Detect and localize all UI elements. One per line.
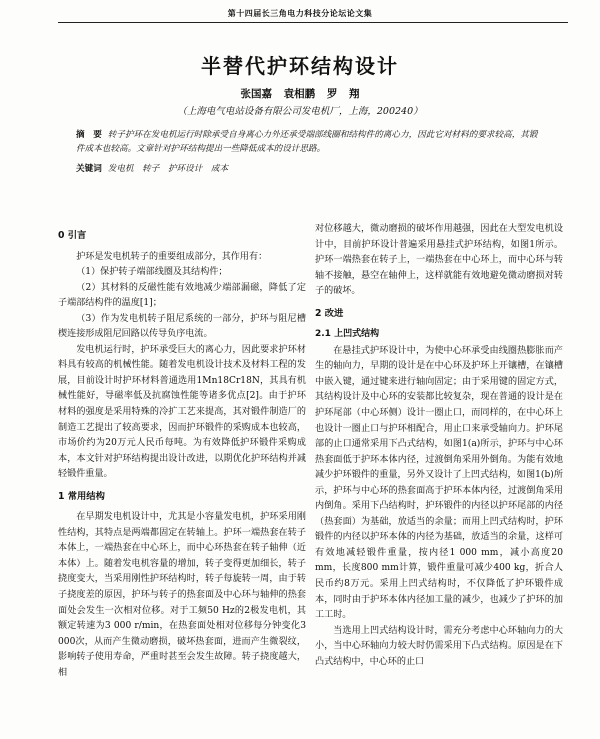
abstract-label: 摘 要 bbox=[76, 130, 102, 140]
section-heading: 0 引言 bbox=[58, 230, 87, 241]
keywords-label: 关键词 bbox=[76, 164, 102, 174]
abstract-text: 转子护环在发电机运行时除承受自身离心力外还承受端部线圈和结构件的离心力，因此它对材料的要求较高，其锻件成本也较高。文章针对护环结构提出一些降低成本的设计思路。 bbox=[76, 130, 538, 154]
section-heading: 1 常用结构 bbox=[58, 490, 105, 502]
paragraph: 发电机运行时，护环承受巨大的离心力，因此要求护环材料具有较高的机械性能。随着发电机设计技术及材料工程的发展，目前设计时护环材料普通选用1Mn18Cr18N，其具有机械性能好，导磁率低及抗腐蚀性能等诸多优点[2]。由于护环材料的强度是采用特殊的冷扩工艺来提高，其对锻件制造厂的制造工艺提出了较高要求，因而护环锻件的采购成本也较高，市场价约为20万元人民币每吨。为有效降低护环锻件采购成本，本文针对护环结构提出设计改进，以期优化护环结构并减轻锻件重量。 bbox=[58, 344, 306, 480]
list-item: （1）保护转子端部线圈及其结构件； bbox=[76, 267, 228, 278]
left-column bbox=[58, 222, 306, 681]
section-heading: 2 改进 bbox=[315, 307, 344, 319]
author-name: 张国嘉 bbox=[240, 88, 273, 100]
running-head: 第十四届长三角电力科技分论坛论文集 bbox=[227, 8, 373, 18]
keywords bbox=[76, 162, 546, 176]
right-column bbox=[315, 222, 563, 670]
list-item: （3）作为发电机转子阻尼系统的一部分，护环与阻尼槽楔连接形成阻尼回路以传导负序电流。 bbox=[58, 313, 306, 340]
subsection-heading: 2.1 上凹式结构 bbox=[315, 329, 380, 340]
paragraph: 护环是发电机转子的重要组成部分，其作用有： bbox=[76, 251, 268, 262]
header-rule bbox=[58, 22, 568, 23]
paragraph: 当选用上凹式结构设计时，需充分考虑中心环轴向力的大小，当中心环轴向力较大时仍需采用下凸式结构。原因是在下凸式结构中，中心环的止口 bbox=[315, 625, 563, 667]
keywords-text: 发电机 转子 护环设计 成本 bbox=[107, 164, 229, 174]
paragraph: 在悬挂式护环设计中，为使中心环承受由线圈热膨胀而产生的轴向力，早期的设计是在中心环及护环上开镶槽，在镶槽中嵌入键，通过键来进行轴向固定；由于采用键的固定方式，其结构设计及中心环的安装都比较复杂，现在普通的设计是在护环尾部（中心环侧）设计一圈止口，而同样的，在中心环上也设计一圈止口与护环相配合，用止口来承受轴向力。护环尾部的止口通常采用下凸式结构，如图1(a)所示，护环与中心环热套面低于护环本体内径，过渡倒角采用外倒角。为能有效地减少护环锻件的重量，另外又设计了上凹式结构，如图1(b)所示，护环与中心环的热套面高于护环本体内径，过渡倒角采用内倒角。采用下凸结构时，护环锻件的内径以护环尾部的内径（热套面）为基础，放适当的余量；而用上凹式结构时，护环锻件的内径以护环本体的内径为基础，放适当的余量，这样可有效地减轻锻件重量，按内径1 000 mm，减小高度20 mm，长度800 mm计算，锻件重量可减少400 kg，折合人民币约8万元。采用上凹式结构时，不仅降低了护环锻件成本，同时由于护环本体内径加工量的减少，也减少了护环的加工工时。 bbox=[315, 345, 563, 621]
list-item: （2）其材料的反磁性能有效地减少端部漏磁，降低了定子端部结构件的温度[1]； bbox=[58, 282, 306, 309]
abstract bbox=[76, 128, 546, 156]
paragraph: 在早期发电机设计中，尤其是小容量发电机，护环采用刚性结构，其特点是两端都固定在转轴上。护环一端热套在转子本体上，一端热套在中心环上，而中心环热套在转子轴伸（近本体）上。随着发电机容量的增加，转子变得更加细长，转子挠度变大，当采用刚性护环结构时，转子每旋转一周，由于转子挠度差的原因，护环与转子的热套面及中心环与轴伸的热套面处会发生一次相对位移。对于工频50 Hz的2极发电机，其额定转速为3 000 r/min，在热套面处相对位移每分钟变化3 000次，从而产生微动磨损，破坏热套面，进而产生微裂纹，影响转子使用寿命，严重时甚至会发生故障。转子挠度越大，相 bbox=[58, 512, 306, 678]
author-name: 袁相鹏 bbox=[283, 88, 316, 100]
author-name: 罗 翔 bbox=[326, 88, 360, 100]
author-list bbox=[0, 86, 600, 101]
paper-title: 半替代护环结构设计 bbox=[201, 54, 399, 78]
paragraph: 对位移越大，微动磨损的破坏作用越强，因此在大型发电机设计中，目前护环设计普遍采用悬挂式护环结构，如图1所示。护环一端热套在转子上，一端热套在中心环上，而中心环与转轴不接触，悬空在轴伸上，这样就能有效地避免微动磨损对转子的破坏。 bbox=[315, 224, 563, 297]
affiliation: （上海电气电站设备有限公司发电机厂，上海，200240） bbox=[177, 106, 423, 117]
